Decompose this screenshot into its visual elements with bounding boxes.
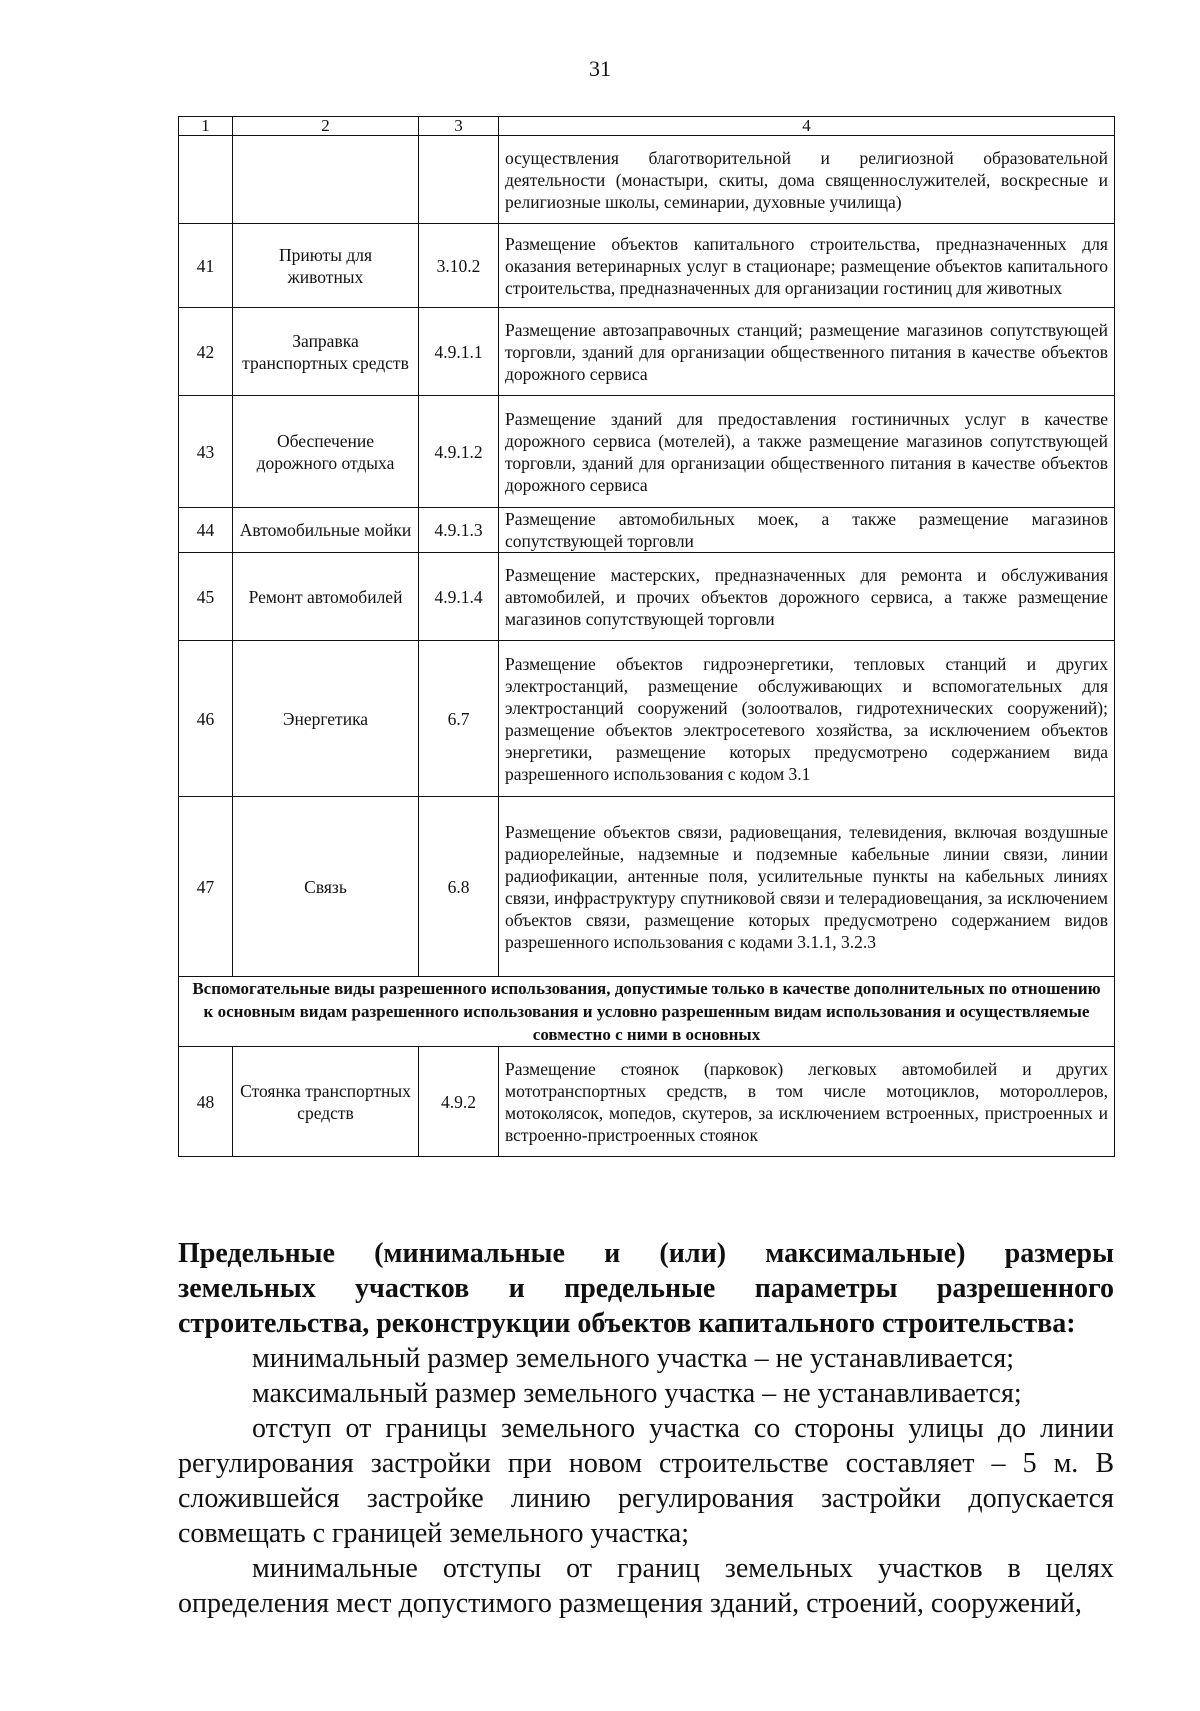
table-row <box>179 797 1115 977</box>
table-row <box>179 1047 1115 1157</box>
header-cell: 4 <box>499 117 1115 136</box>
row-number: 44 <box>179 508 233 553</box>
table-row <box>179 224 1115 308</box>
header-cell: 2 <box>233 117 419 136</box>
body-text <box>178 1236 1114 1621</box>
description-cell: осуществления благотворительной и религиозной образовательной деятельности (монастыри, скиты, дома священнослужителей, воскресные и религиозные школы, семинарии, духовные училища) <box>499 136 1115 224</box>
header-cell: 1 <box>179 117 233 136</box>
table-row <box>179 641 1115 797</box>
description-cell: Размещение объектов гидроэнергетики, тепловых станций и других электростанций, размещение обслуживающих и вспомогательных для электростанций сооружений (золоотвалов, гидротехнических сооружений); размещение объектов электросетевого хозяйства, за исключением объектов энергетики, размещение которых предусмотрено содержанием вида разрешенного использования с кодом 3.1 <box>499 641 1115 797</box>
description-cell: Размещение объектов капитального строительства, предназначенных для оказания ветеринарных услуг в стационаре; размещение объектов капитального строительства, предназначенных для организации гостиниц для животных <box>499 224 1115 308</box>
use-code: 4.9.1.4 <box>419 553 499 641</box>
description-cell: Размещение мастерских, предназначенных для ремонта и обслуживания автомобилей, и прочих объектов дорожного сервиса, а также размещение магазинов сопутствующей торговли <box>499 553 1115 641</box>
section-heading-line: земельных участков и предельные параметры разрешенного <box>178 1273 1114 1304</box>
table-row <box>179 553 1115 641</box>
row-number: 46 <box>179 641 233 797</box>
paragraph: минимальный размер земельного участка – не устанавливается; <box>252 1343 1015 1374</box>
row-number: 43 <box>179 396 233 508</box>
use-name: Автомобильные мойки <box>233 508 419 553</box>
table-row <box>179 308 1115 396</box>
header-cell: 3 <box>419 117 499 136</box>
use-name: Приюты для животных <box>233 224 419 308</box>
use-name: Энергетика <box>233 641 419 797</box>
use-code: 4.9.1.2 <box>419 396 499 508</box>
row-number: 41 <box>179 224 233 308</box>
use-name: Обеспечение дорожного отдыха <box>233 396 419 508</box>
use-code: 6.8 <box>419 797 499 977</box>
row-number: 45 <box>179 553 233 641</box>
section-heading-line: строительства, реконструкции объектов капитального строительства: <box>178 1308 1076 1339</box>
use-name: Заправка транспортных средств <box>233 308 419 396</box>
use-code: 3.10.2 <box>419 224 499 308</box>
table-header-row <box>179 117 1115 136</box>
use-name: Связь <box>233 797 419 977</box>
use-code: 6.7 <box>419 641 499 797</box>
description-cell: Размещение стоянок (парковок) легковых автомобилей и других мототранспортных средств, в том числе мотоциклов, мотороллеров, мотоколясок, мопедов, скутеров, за исключением встроенных, пристроенных и встроенно-пристроенных стоянок <box>499 1047 1115 1157</box>
section-heading-line: Предельные (минимальные и (или) максимальные) размеры <box>178 1238 1114 1269</box>
row-number: 42 <box>179 308 233 396</box>
page-number: 31 <box>589 56 611 81</box>
paragraph: максимальный размер земельного участка – не устанавливается; <box>252 1378 1022 1409</box>
row-number: 48 <box>179 1047 233 1157</box>
use-code: 4.9.1.1 <box>419 308 499 396</box>
table-row <box>179 508 1115 553</box>
description-cell: Размещение автомобильных моек, а также размещение магазинов сопутствующей торговли <box>499 508 1115 553</box>
paragraph: минимальные отступы от границ земельных участков в целях определения мест допустимого размещения зданий, строений, сооружений, <box>178 1553 1114 1619</box>
use-name: Стоянка транспортных средств <box>233 1047 419 1157</box>
description-cell: Размещение объектов связи, радиовещания, телевидения, включая воздушные радиорелейные, надземные и подземные кабельные линии связи, линии радиофикации, антенные поля, усилительные пункты на кабельных линиях связи, инфраструктуру спутниковой связи и телерадиовещания, за исключением объектов связи, размещение которых предусмотрено содержанием видов разрешенного использования с кодами 3.1.1, 3.2.3 <box>499 797 1115 977</box>
use-name: Ремонт автомобилей <box>233 553 419 641</box>
paragraph: отступ от границы земельного участка со стороны улицы до линии регулирования застройки при новом строительстве составляет – 5 м. В сложившейся застройке линию регулирования застройки допускается совмещать с границей земельного участка; <box>178 1413 1114 1549</box>
row-number: 47 <box>179 797 233 977</box>
section-header-row <box>179 977 1115 1047</box>
description-cell: Размещение зданий для предоставления гостиничных услуг в качестве дорожного сервиса (мотелей), а также размещение магазинов сопутствующей торговли, зданий для организации общественного питания в качестве объектов дорожного сервиса <box>499 396 1115 508</box>
use-code: 4.9.1.3 <box>419 508 499 553</box>
use-code: 4.9.2 <box>419 1047 499 1157</box>
description-cell: Размещение автозаправочных станций; размещение магазинов сопутствующей торговли, зданий для организации общественного питания в качестве объектов дорожного сервиса <box>499 308 1115 396</box>
table-row-continuation <box>179 136 1115 224</box>
land-use-table <box>178 116 1115 1157</box>
section-header: Вспомогательные виды разрешенного использования, допустимые только в качестве дополнительных по отношению к основным видам разрешенного использования и условно разрешенным видам использования и осуществляемые совместно с ними в основных <box>179 977 1115 1047</box>
table-row <box>179 396 1115 508</box>
